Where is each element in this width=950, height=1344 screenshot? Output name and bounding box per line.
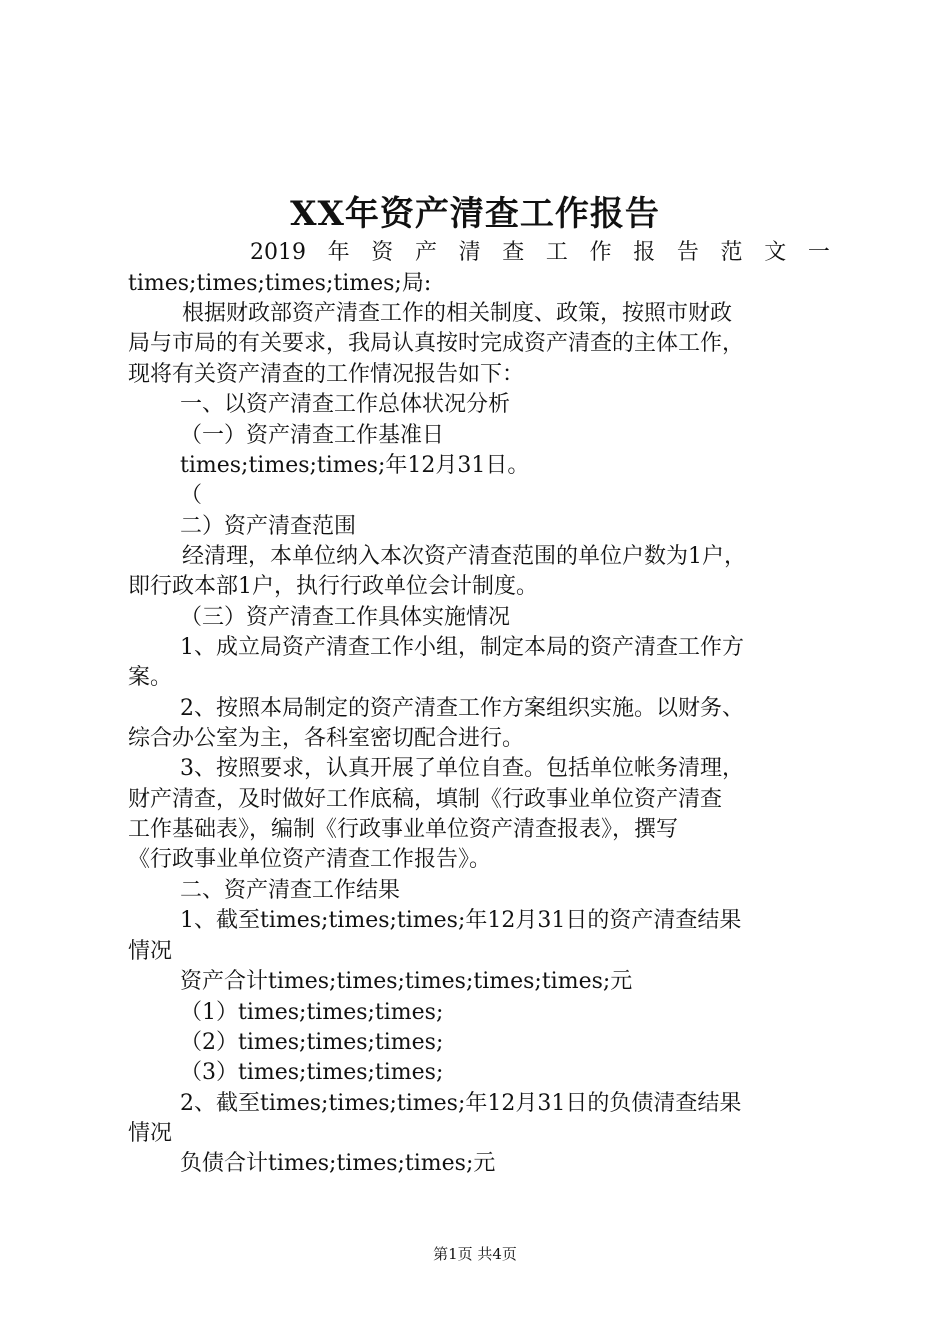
subsection-heading: 二）资产清查范围: [180, 514, 357, 539]
body-line: 负债合计times;times;times;元: [180, 1151, 496, 1176]
body-line: 3、按照要求，认真开展了单位自查。包括单位帐务清理，: [180, 756, 744, 781]
subtitle-char: 工: [545, 240, 568, 265]
subtitle-line: [250, 238, 830, 268]
subtitle-char: 报: [633, 240, 656, 265]
body-line: 财产清查，及时做好工作底稿，填制《行政事业单位资产清查: [128, 787, 723, 812]
body-line: （: [180, 483, 203, 508]
subtitle-char: 年: [327, 240, 350, 265]
subtitle-char: 产: [414, 240, 437, 265]
list-item: （3）times;times;times;: [180, 1060, 444, 1085]
body-line: 2、按照本局制定的资产清查工作方案组织实施。以财务、: [180, 696, 744, 721]
body-line: 1、成立局资产清查工作小组，制定本局的资产清查工作方: [180, 635, 744, 660]
subtitle-char: 查: [502, 240, 525, 265]
subtitle-char: 告: [676, 240, 699, 265]
subtitle-char: 2019: [250, 240, 306, 265]
body-line: 1、截至times;times;times;年12月31日的资产清查结果: [180, 908, 742, 933]
subtitle-char: 资: [371, 240, 394, 265]
body-line: 经清理，本单位纳入本次资产清查范围的单位户数为1户，: [182, 544, 746, 569]
body-line: 现将有关资产清查的工作情况报告如下：: [128, 362, 525, 387]
subtitle-char: 文: [764, 240, 787, 265]
section-heading: 二、资产清查工作结果: [180, 878, 401, 903]
list-item: （2）times;times;times;: [180, 1030, 444, 1055]
body-line: 综合办公室为主，各科室密切配合进行。: [128, 726, 525, 751]
body-line: 局与市局的有关要求，我局认真按时完成资产清查的主体工作，: [128, 331, 745, 356]
body-line: 根据财政部资产清查工作的相关制度、政策，按照市财政: [182, 301, 733, 326]
subtitle-char: 清: [458, 240, 481, 265]
subtitle-char: 一: [807, 240, 830, 265]
subsection-heading: （三）资产清查工作具体实施情况: [180, 605, 511, 630]
body-line: 情况: [128, 1121, 173, 1146]
subsection-heading: （一）资产清查工作基准日: [180, 423, 445, 448]
subtitle-char: 作: [589, 240, 612, 265]
section-heading: 一、以资产清查工作总体状况分析: [180, 392, 511, 417]
body-line: 案。: [128, 665, 173, 690]
body-line: times;times;times;年12月31日。: [180, 453, 530, 478]
page-footer: 第1页 共4页: [433, 1245, 517, 1263]
document-title: XX年资产清查工作报告: [290, 194, 660, 234]
body-line: 《行政事业单位资产清查工作报告》。: [128, 847, 492, 872]
body-line: 2、截至times;times;times;年12月31日的负债清查结果: [180, 1091, 742, 1116]
body-line: times;times;times;times;局:: [128, 271, 432, 296]
subtitle-char: 范: [720, 240, 743, 265]
body-line: 工作基础表》，编制《行政事业单位资产清查报表》，撰写: [128, 817, 679, 842]
body-line: 即行政本部1户，执行行政单位会计制度。: [128, 574, 538, 599]
list-item: （1）times;times;times;: [180, 1000, 444, 1025]
body-line: 情况: [128, 939, 173, 964]
body-line: 资产合计times;times;times;times;times;元: [180, 969, 633, 994]
